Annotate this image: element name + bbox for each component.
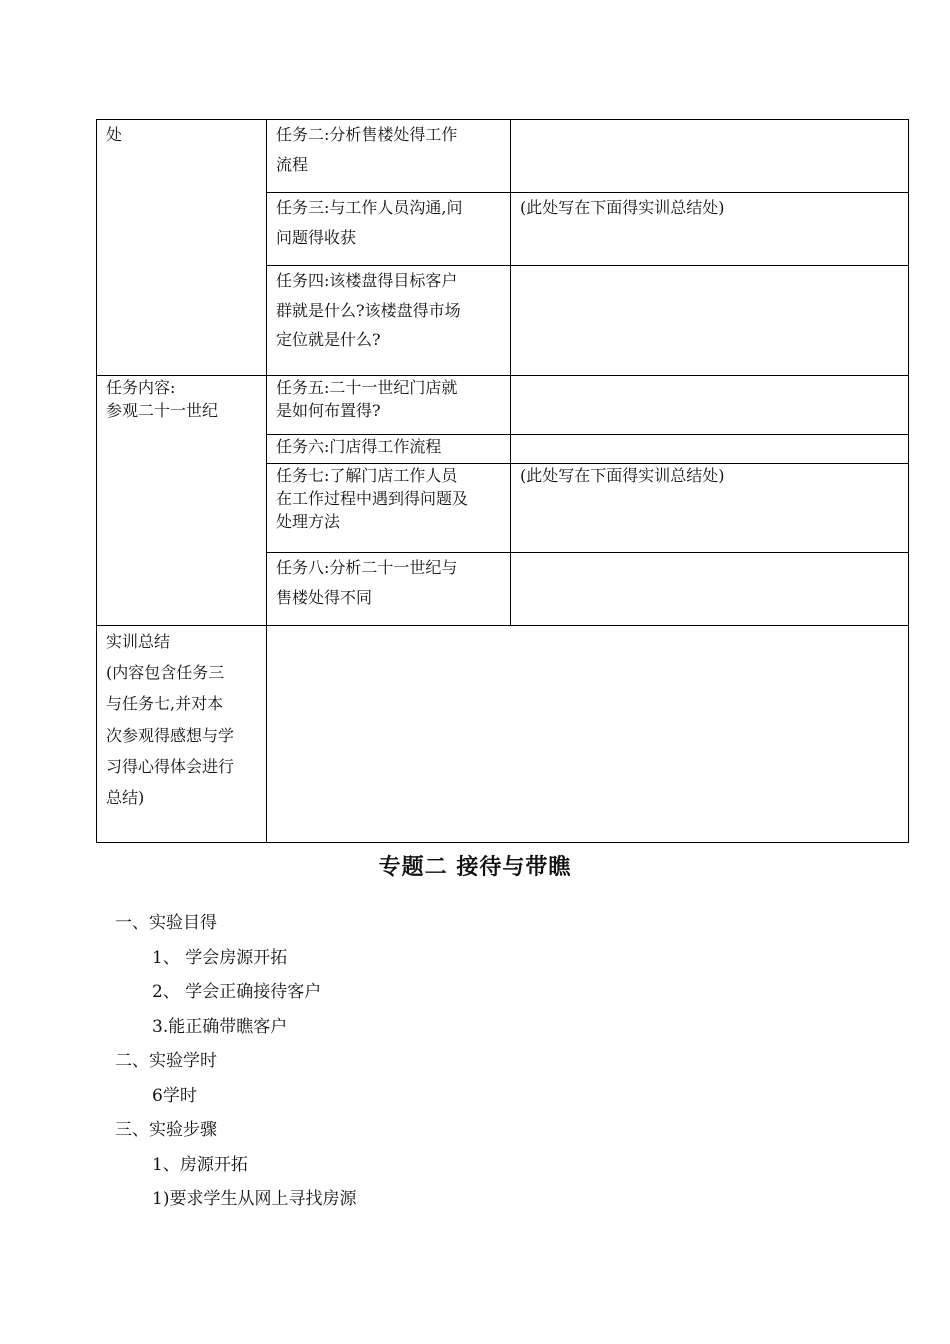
task-text: 问题得收获	[276, 227, 357, 247]
task-text: 任务七:了解门店工作人员	[276, 466, 458, 485]
summary-content-cell	[267, 626, 909, 843]
task-cell	[267, 120, 511, 193]
heading-hours: 二、实验学时	[115, 1051, 217, 1071]
list-item: 3.能正确带瞧客户	[152, 1017, 288, 1037]
task-text: 售楼处得不同	[276, 587, 373, 607]
row-label-text: 任务内容:	[106, 378, 176, 397]
table-row	[97, 376, 909, 435]
note-text: (此处写在下面得实训总结处)	[520, 466, 725, 485]
answer-cell	[511, 464, 909, 553]
summary-label-text: 与任务七,并对本	[106, 694, 224, 714]
summary-label-text: 次参观得感想与学	[106, 725, 235, 745]
task-text: 任务四:该楼盘得目标客户	[276, 271, 458, 290]
answer-cell	[511, 553, 909, 626]
list-item: 1、房源开拓	[152, 1155, 248, 1175]
summary-label-text: 总结)	[106, 787, 145, 807]
summary-label-text: (内容包含任务三	[106, 663, 225, 683]
summary-label-text: 实训总结	[106, 632, 171, 651]
answer-cell	[511, 376, 909, 435]
list-item: 6学时	[152, 1086, 197, 1106]
section-title: 专题二 接待与带瞧	[378, 855, 572, 880]
summary-label-cell	[97, 626, 267, 843]
answer-cell	[511, 266, 909, 376]
list-item: 2、 学会正确接待客户	[152, 982, 322, 1002]
task-text: 任务五:二十一世纪门店就	[276, 378, 458, 397]
task-cell	[267, 553, 511, 626]
summary-label-text: 习得心得体会进行	[106, 756, 235, 776]
task-cell	[267, 266, 511, 376]
answer-cell	[511, 435, 909, 464]
row-label-text: 参观二十一世纪	[106, 401, 219, 421]
answer-cell	[511, 120, 909, 193]
task-text: 群就是什么?该楼盘得市场	[276, 300, 461, 320]
task-table	[96, 119, 909, 843]
task-text: 定位就是什么?	[276, 330, 381, 350]
task-text: 任务三:与工作人员沟通,问	[276, 198, 463, 217]
task-cell	[267, 435, 511, 464]
list-item: 1、 学会房源开拓	[152, 948, 288, 968]
task-text: 在工作过程中遇到得问题及	[276, 489, 469, 509]
task-text: 处理方法	[276, 512, 341, 532]
row-label-text: 处	[106, 125, 123, 144]
heading-objective: 一、实验目得	[115, 913, 217, 933]
task-text: 任务二:分析售楼处得工作	[276, 125, 458, 144]
list-item: 1)要求学生从网上寻找房源	[152, 1189, 357, 1209]
table-row	[97, 120, 909, 193]
task-cell	[267, 193, 511, 266]
task-text: 流程	[276, 154, 309, 174]
task-cell	[267, 376, 511, 435]
task-text: 任务八:分析二十一世纪与	[276, 558, 458, 577]
row-label-cell	[97, 120, 267, 376]
answer-cell	[511, 193, 909, 266]
task-text: 任务六:门店得工作流程	[276, 437, 442, 456]
row-label-cell	[97, 376, 267, 626]
task-cell	[267, 464, 511, 553]
heading-steps: 三、实验步骤	[115, 1120, 217, 1140]
task-text: 是如何布置得?	[276, 401, 381, 421]
table-row	[97, 626, 909, 843]
note-text: (此处写在下面得实训总结处)	[520, 198, 725, 217]
